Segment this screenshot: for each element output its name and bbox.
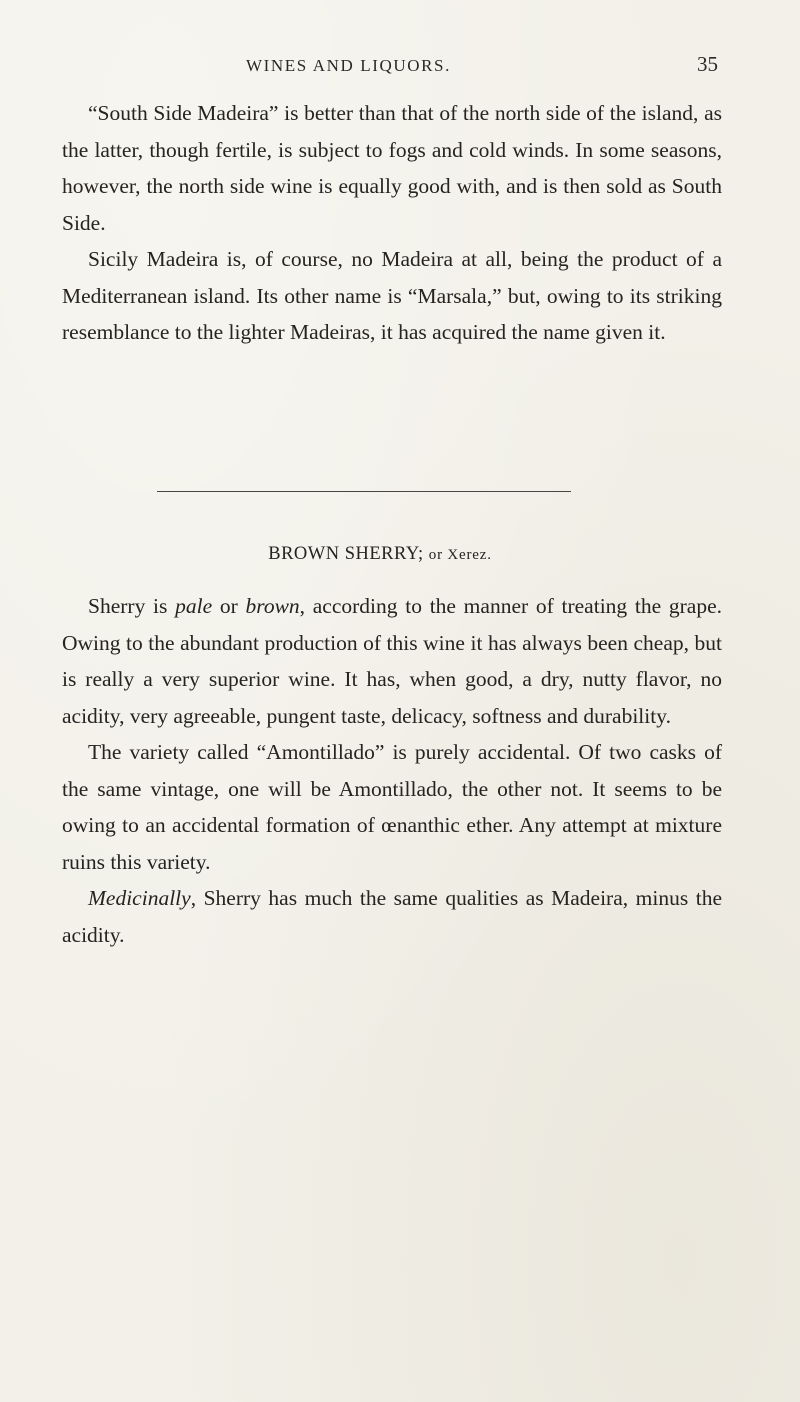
madeira-text-block: [62, 95, 722, 351]
paragraph-sicily-madeira: Sicily Madeira is, of course, no Madeira at all, being the product of a Mediterranean island. Its other name is “Marsala,” but, owing to its striking resemblance to the lighter Madeiras, it has acquired the name given it.: [62, 247, 722, 344]
page-number: 35: [697, 52, 718, 76]
section-heading-brown-sherry: [0, 544, 800, 565]
italic-pale: pale: [175, 594, 213, 618]
text-run: or: [212, 594, 246, 618]
italic-brown: brown: [245, 594, 300, 618]
paragraph-medicinally: [62, 880, 722, 953]
text-run: , Sherry has much the same qualities as Madeira, minus the acidity.: [62, 886, 722, 947]
running-header: [0, 50, 800, 80]
italic-medicinally: Medicinally: [88, 886, 191, 910]
heading-main: BROWN SHERRY;: [268, 544, 424, 564]
sherry-text-block: [62, 588, 722, 953]
text-run: Sherry is: [88, 594, 176, 618]
paragraph-sherry-description: [62, 588, 722, 734]
paragraph-south-side-madeira: “South Side Madeira” is better than that of the north side of the island, as the latter, though fertile, is subject to fogs and cold winds. In some seasons, however, the north side wine is equally good with, and is then sold as South Side.: [62, 101, 722, 235]
running-title: WINES AND LIQUORS.: [246, 56, 451, 75]
heading-alternate: or Xerez.: [428, 547, 492, 563]
paragraph-amontillado: The variety called “Amontillado” is purely accidental. Of two casks of the same vintage, one will be Amontillado, the other not. It seems to be owing to an accidental formation of œnanthic ether. Any attempt at mixture ruins this variety.: [62, 740, 722, 874]
text-run: , according to the manner of treating the grape. Owing to the abundant production of this wine it has always been cheap, but is really a very superior wine. It has, when good, a dry, nutty flavor, no acidity, very agreeable, pungent taste, delicacy, softness and durability.: [62, 594, 722, 728]
section-divider: [157, 491, 571, 492]
